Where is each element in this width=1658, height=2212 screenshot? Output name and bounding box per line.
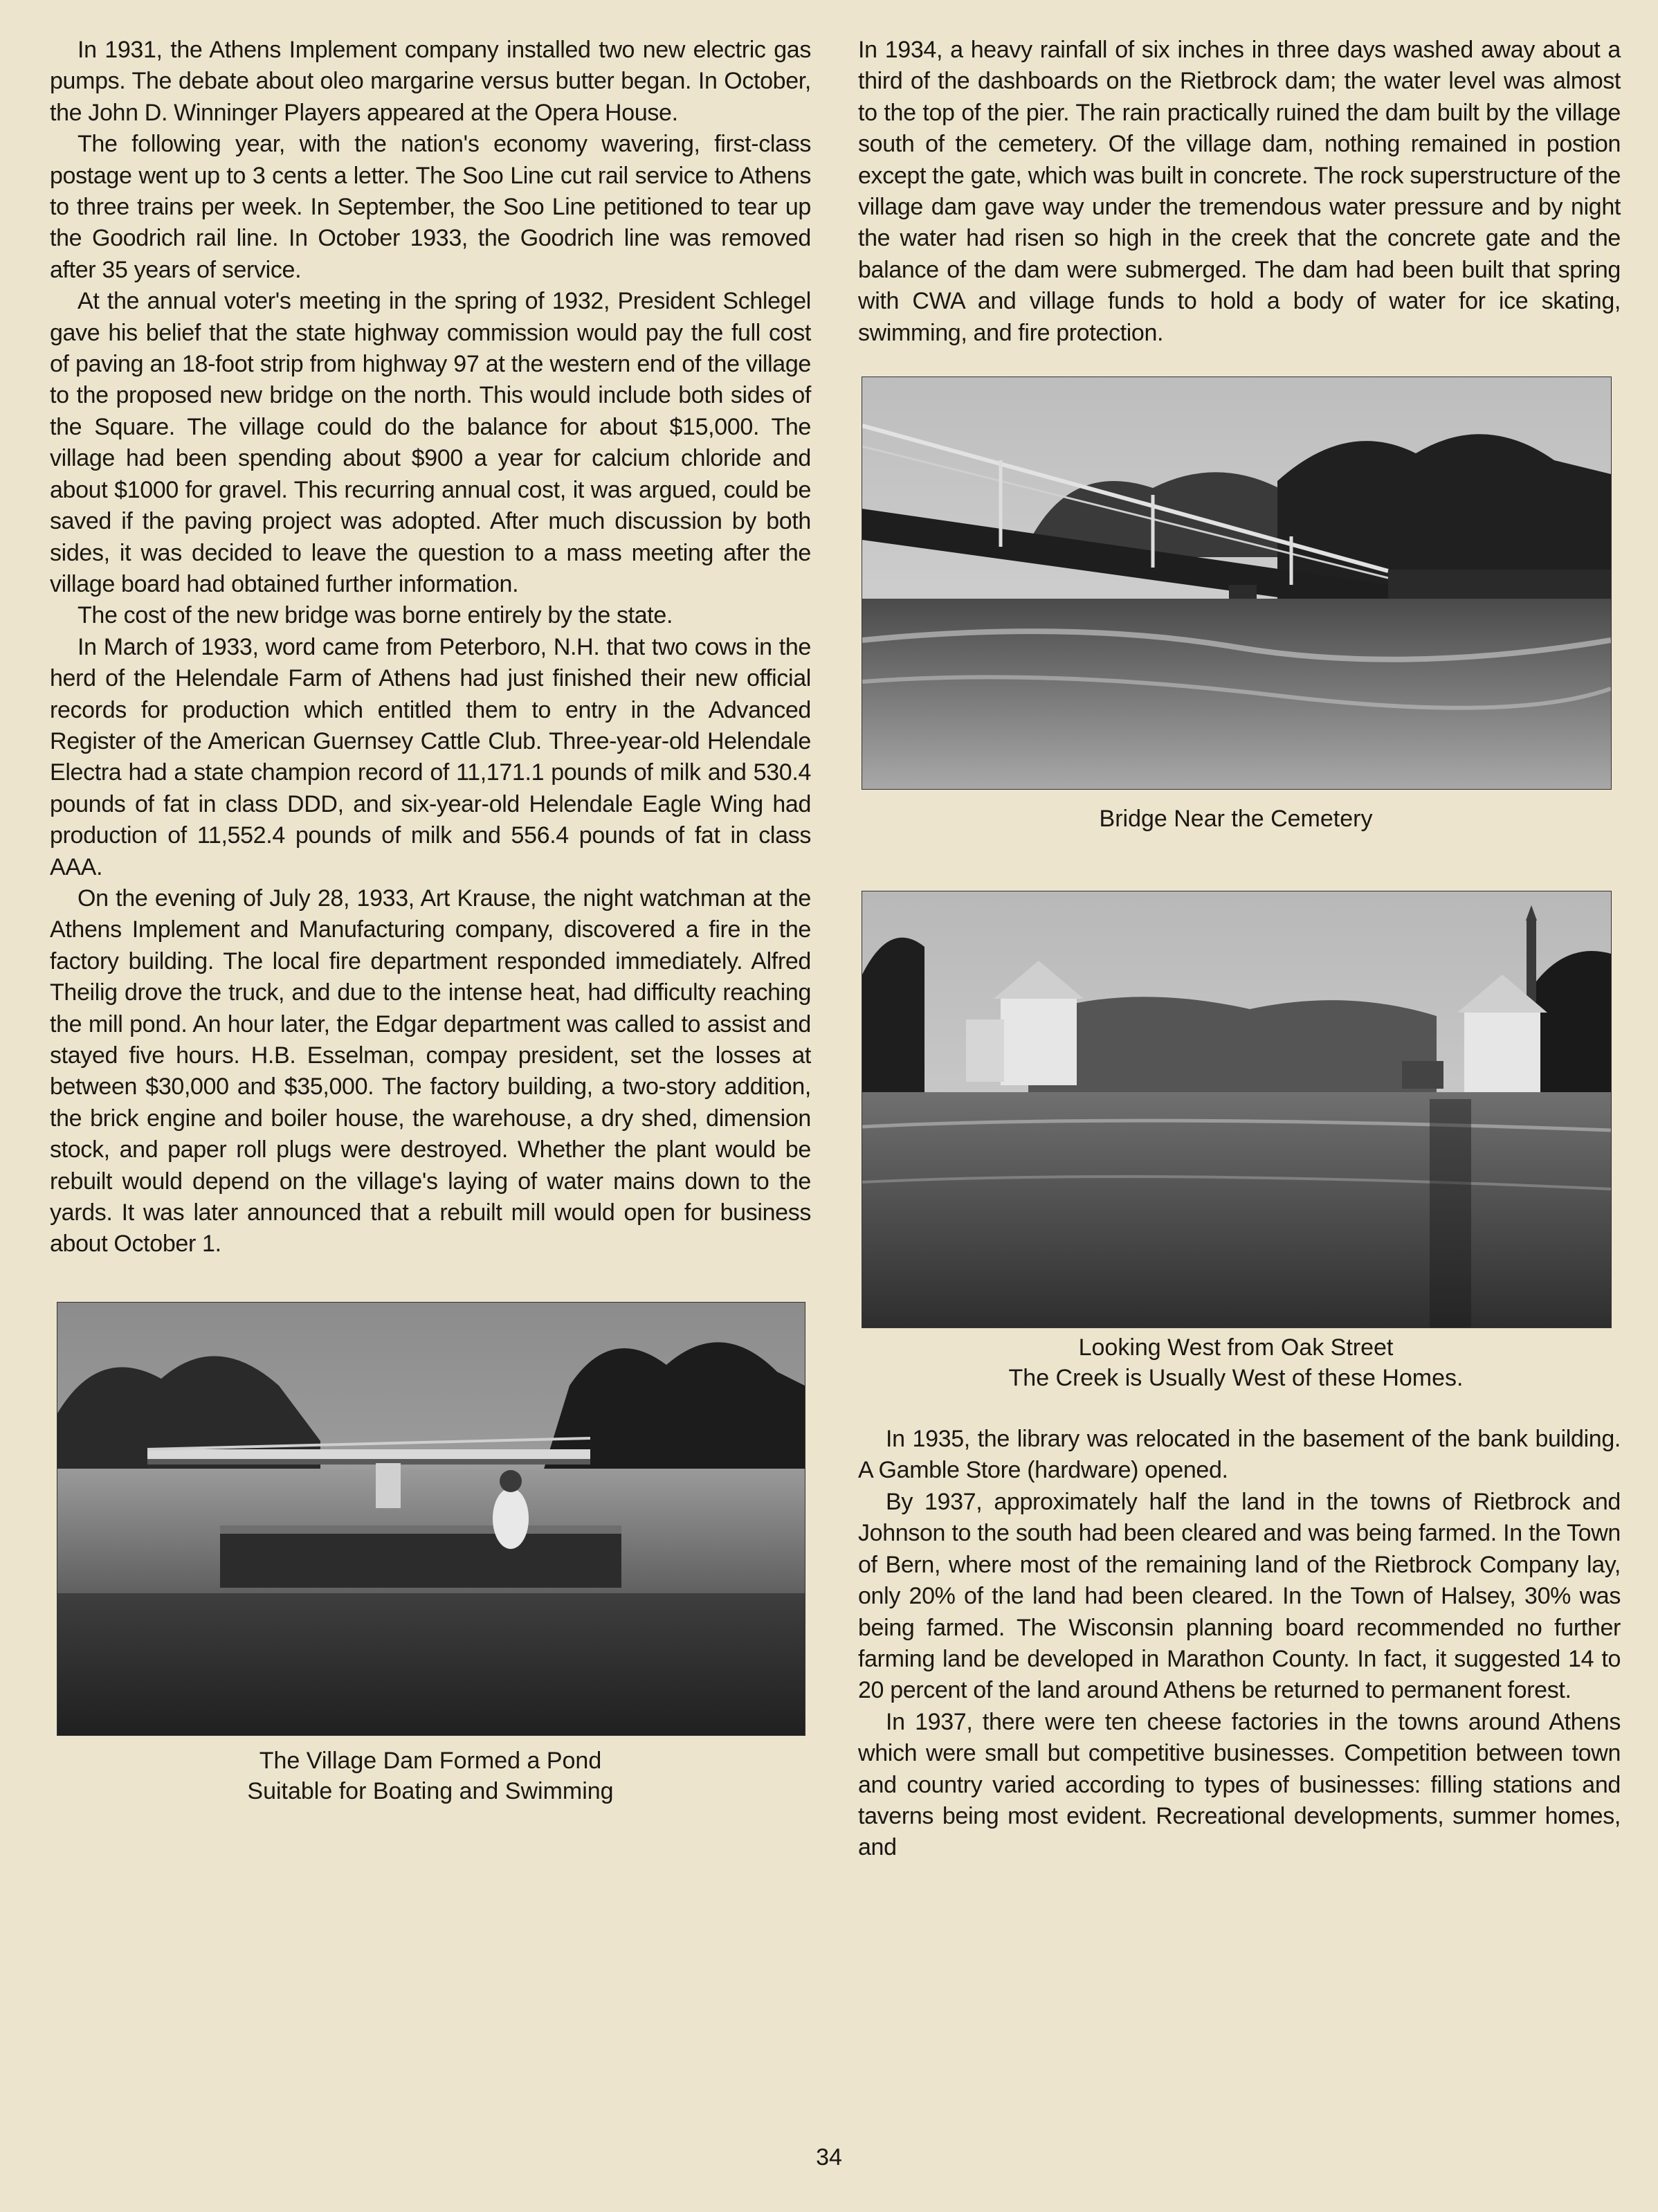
page-number: 34 — [816, 2144, 842, 2170]
photo-dam-figure — [57, 1302, 804, 1806]
photo-oak-street-flood — [862, 891, 1612, 1328]
photo-village-dam — [57, 1302, 805, 1736]
photo-bridge-caption: Bridge Near the Cemetery — [1099, 806, 1373, 833]
paragraph-land-cleared: By 1937, approximately half the land in the towns of Rietbrock and Johnson to the south had been cleared and was being farmed. In the Town of Bern, where most of the remaining land of the Rietbrock Company lay, only 20% of the land had been cleared. In the Town of Halsey, 30% was being farmed. The Wisconsin planning board recommended no further farming land be developed in Marathon County. In fact, it suggested 14 to 20 percent of the land around Athens be returned to permanent forest. — [858, 1488, 1621, 1704]
paragraph-library: In 1935, the library was relocated in the basement of the bank building. A Gamble Store (hardware) opened. — [858, 1426, 1621, 1484]
paragraph-postage: The following year, with the nation's economy wavering, first-class postage went up to 3 cents a letter. The Soo Line cut rail service to Athens to three trains per week. In September, the Soo Line petitioned to tear up the Goodrich rail line. In October 1933, the Goodrich line was removed after 35 years of service. — [50, 131, 811, 283]
photo-bridge-figure — [862, 377, 1610, 834]
paragraph-bridge-cost: The cost of the new bridge was borne entirely by the state. — [78, 602, 673, 629]
photo-flood-caption-line2: The Creek is Usually West of these Homes. — [1008, 1365, 1464, 1392]
paragraph-fire: On the evening of July 28, 1933, Art Krause, the night watchman at the Athens Implement and Manufacturing company, discovered a fire in the factory building. The local fire department responded immediately. Alfred Theilig drove the truck, and due to the intense heat, had difficulty reaching the mill pond. An hour later, the Edgar department was called to assist and stayed five hours. H.B. Esselman, compay president, set the losses at between $30,000 and $35,000. The factory building, a two-story addition, the brick engine and boiler house, the warehouse, a dry shed, dimension stock, and paper roll plugs were destroyed. Whether the plant would be rebuilt would depend on the village's laying of water mains down to the yards. It was later announced that a rebuilt mill would open for business about October 1. — [50, 885, 811, 1258]
paragraph-helendale: In March of 1933, word came from Peterboro, N.H. that two cows in the herd of the Helendale Farm of Athens had just finished their new official records for production which entitled them to entry in the Advanced Register of the American Guernsey Cattle Club. Three-year-old Helendale Electra had a state champion record of 11,171.1 pounds of milk and 530.4 pounds of fat in class DDD, and six-year-old Helendale Eagle Wing had production of 11,552.4 pounds of milk and 556.4 pounds of fat in class AAA. — [50, 633, 811, 880]
paragraph-cheese-factories: In 1937, there were ten cheese factories in the towns around Athens which were small but competitive businesses. Competition between town and country varied according to types of businesses: filling stations and taverns being most evident. Recreational developments, summer homes, and — [858, 1708, 1621, 1861]
right-lower-text — [858, 1424, 1621, 1864]
photo-dam-caption-line2: Suitable for Boating and Swimming — [247, 1777, 614, 1804]
right-column — [858, 35, 1621, 1864]
photo-bridge-cemetery — [862, 377, 1612, 790]
paragraph-paving: At the annual voter's meeting in the spring of 1932, President Schlegel gave his belief that the state highway commission would pay the full cost of paving an 18-foot strip from highway 97 at the western end of the village to the proposed new bridge on the north. This would include both sides of the Square. The village could do the balance for about $15,000. The village had been spending about $900 a year for calcium chloride and about $1000 for gravel. This recurring annual cost, it was argued, could be saved if the paving project was adopted. After much discussion by both sides, it was decided to leave the question to a mass meeting after the village board had obtained further information. — [50, 288, 811, 597]
photo-flood-figure — [862, 891, 1610, 1393]
paragraph-1931: In 1931, the Athens Implement company installed two new electric gas pumps. The debate about oleo margarine versus butter began. In October, the John D. Winninger Players appeared at the Opera House. — [50, 37, 811, 126]
paragraph-1934-rainfall: In 1934, a heavy rainfall of six inches in three days washed away about a third of the dashboards on the Rietbrock dam; the water level was almost to the top of the pier. The rain practically ruined the dam built by the village south of the cemetery. Of the village dam, nothing remained in postion except the gate, which was built in concrete. The rock superstructure of the village dam gave way under the tremendous water pressure and by night the water had risen so high in the creek that the concrete gate and the balance of the dam were submerged. The dam had been built that spring with CWA and village funds to hold a body of water for ice skating, swimming, and fire protection. — [858, 37, 1621, 346]
photo-dam-caption-line1: The Village Dam Formed a Pond — [259, 1747, 602, 1774]
left-column — [50, 35, 811, 1806]
photo-flood-caption-line1: Looking West from Oak Street — [1078, 1334, 1394, 1361]
